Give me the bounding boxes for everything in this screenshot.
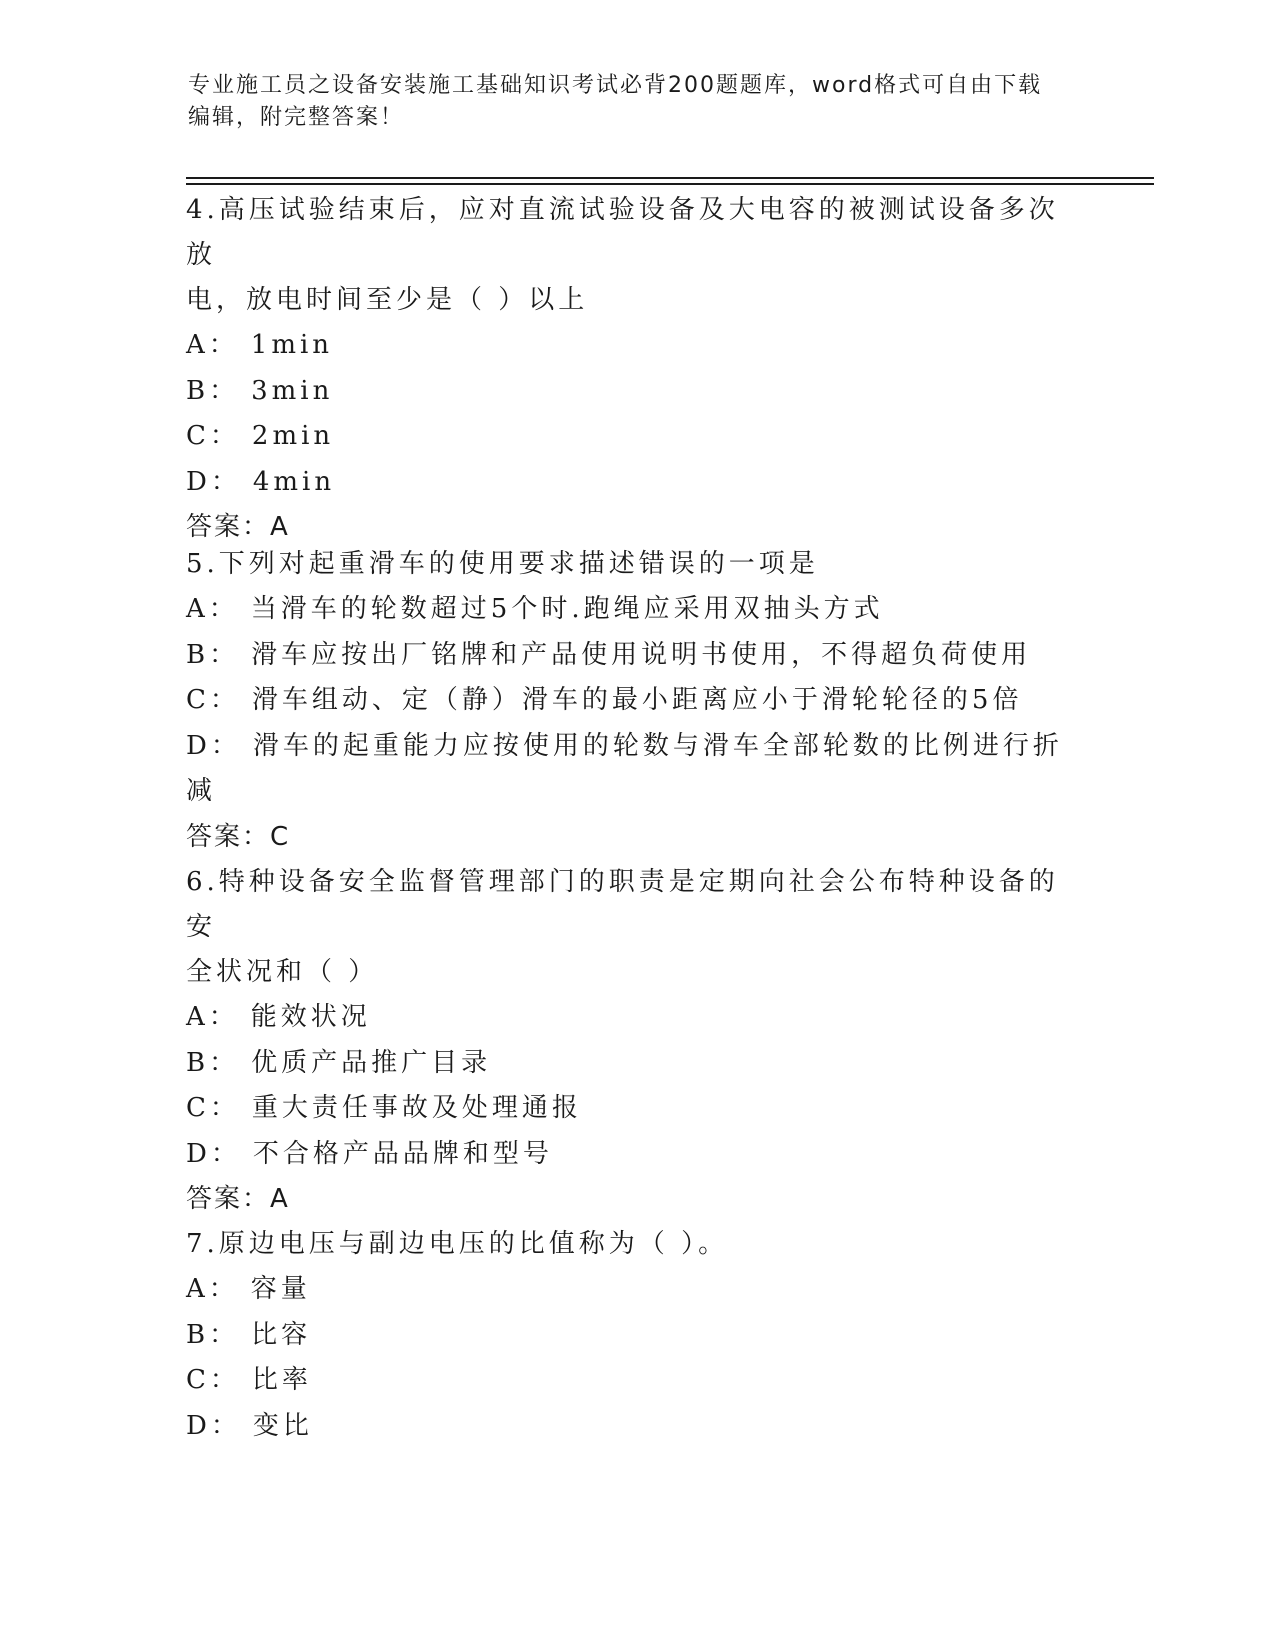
option-key: B： bbox=[186, 1047, 240, 1078]
option-key: A： bbox=[186, 330, 239, 360]
option-text: 当滑车的轮数超过5个时.跑绳应采用双抽头方式 bbox=[250, 594, 884, 624]
document-header bbox=[188, 70, 1068, 134]
option-c bbox=[186, 414, 1066, 460]
question-6 bbox=[186, 860, 1066, 1222]
option-text: 重大责任事故及处理通报 bbox=[251, 1093, 582, 1123]
question-stem-line: 全状况和（ ） bbox=[186, 957, 379, 987]
option-a bbox=[186, 323, 1066, 369]
header-divider-top bbox=[186, 177, 1154, 179]
option-text: 能效状况 bbox=[250, 1002, 371, 1032]
option-key: B： bbox=[186, 375, 240, 406]
option-d bbox=[186, 1404, 1066, 1450]
option-a bbox=[186, 1267, 1066, 1313]
header-line-1: 专业施工员之设备安装施工基础知识考试必背200题题库，word格式可自由下载 bbox=[188, 73, 1043, 98]
answer: 答案：A bbox=[186, 1184, 290, 1214]
question-stem-line: 电，放电时间至少是（ ）以上 bbox=[186, 285, 589, 315]
option-key: B： bbox=[186, 1319, 240, 1350]
option-text: 滑车组动、定（静）滑车的最小距离应小于滑轮轮径的5倍 bbox=[251, 685, 1023, 715]
option-key: C： bbox=[186, 685, 240, 715]
option-text: 比容 bbox=[251, 1319, 312, 1350]
option-a bbox=[186, 995, 1066, 1041]
question-4 bbox=[186, 188, 1066, 550]
option-key: C： bbox=[186, 1093, 240, 1123]
question-stem-line: 5.下列对起重滑车的使用要求描述错误的一项是 bbox=[186, 549, 819, 579]
header-divider-bottom bbox=[186, 183, 1154, 185]
option-c bbox=[186, 678, 1066, 724]
option-text: 2min bbox=[251, 421, 335, 451]
question-stem-line: 7.原边电压与副边电压的比值称为（ ）。 bbox=[186, 1229, 729, 1259]
option-key: A： bbox=[186, 594, 239, 624]
option-text: 比率 bbox=[251, 1365, 312, 1395]
answer: 答案：A bbox=[186, 512, 290, 542]
option-c bbox=[186, 1086, 1066, 1132]
option-key: A： bbox=[186, 1002, 239, 1032]
option-text: 容量 bbox=[250, 1274, 311, 1304]
option-key: C： bbox=[186, 421, 240, 451]
question-stem-line: 4.高压试验结束后，应对直流试验设备及大电容的被测试设备多次放 bbox=[186, 195, 1059, 270]
option-key: A： bbox=[186, 1274, 239, 1304]
option-d bbox=[186, 724, 1066, 815]
option-text: 滑车应按出厂铭牌和产品使用说明书使用，不得超负荷使用 bbox=[251, 639, 1032, 670]
question-stem-line: 6.特种设备安全监督管理部门的职责是定期向社会公布特种设备的安 bbox=[186, 867, 1059, 942]
option-b bbox=[186, 633, 1066, 679]
option-text: 3min bbox=[251, 375, 334, 406]
option-text: 1min bbox=[250, 330, 334, 360]
question-7 bbox=[186, 1222, 1066, 1449]
option-text: 不合格产品品牌和型号 bbox=[252, 1138, 553, 1169]
option-d bbox=[186, 460, 1066, 506]
option-b bbox=[186, 1041, 1066, 1087]
option-key: C： bbox=[186, 1365, 240, 1395]
option-key: D： bbox=[186, 1138, 241, 1169]
option-key: D： bbox=[186, 466, 241, 497]
question-5 bbox=[186, 542, 1066, 860]
option-key: B： bbox=[186, 639, 240, 670]
option-key: D： bbox=[186, 1410, 241, 1441]
option-b bbox=[186, 369, 1066, 415]
answer: 答案：C bbox=[186, 821, 291, 852]
option-key: D： bbox=[186, 730, 241, 761]
option-text: 变比 bbox=[252, 1410, 313, 1441]
option-text: 4min bbox=[252, 466, 336, 497]
header-line-2: 编辑，附完整答案！ bbox=[188, 105, 405, 130]
option-text: 滑车的起重能力应按使用的轮数与滑车全部轮数的比例进行折减 bbox=[186, 730, 1063, 806]
option-d bbox=[186, 1132, 1066, 1178]
option-b bbox=[186, 1313, 1066, 1359]
option-a bbox=[186, 587, 1066, 633]
option-c bbox=[186, 1358, 1066, 1404]
option-text: 优质产品推广目录 bbox=[251, 1047, 492, 1078]
